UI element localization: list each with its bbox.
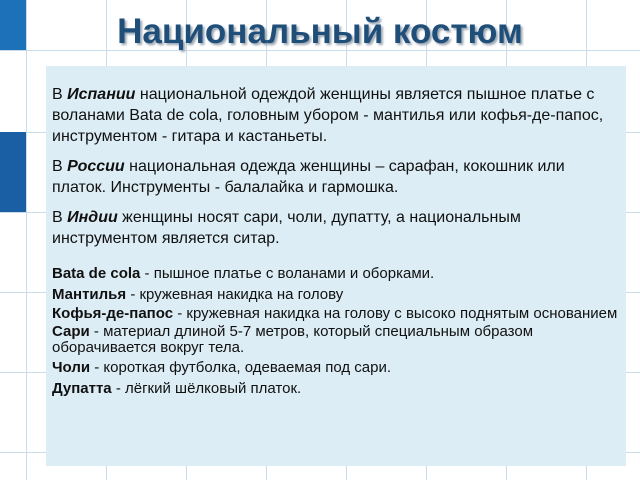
definition-term: Мантилья <box>52 286 127 303</box>
paragraph-prefix: В <box>52 209 68 226</box>
definition-term: Дупатта <box>52 380 112 397</box>
definition-item <box>52 324 622 356</box>
paragraph-prefix: В <box>52 86 68 103</box>
definition-text: - материал длиной 5-7 метров, который специальным образом оборачивается вокруг тела. <box>52 323 534 356</box>
slide-content <box>52 84 622 400</box>
page-title: Национальный костюм <box>117 12 523 51</box>
definition-term: Чоли <box>52 359 91 376</box>
country-name: России <box>67 158 125 175</box>
definition-term: Bata de cola <box>52 265 141 282</box>
paragraph-prefix: В <box>52 158 68 175</box>
country-name: Индии <box>67 209 118 226</box>
definition-text: - короткая футболка, одеваемая под сари. <box>90 359 392 376</box>
grid-line <box>26 0 27 480</box>
definition-item <box>52 285 622 304</box>
paragraph-text: национальная одежда женщины – сарафан, кокошник или платок. Инструменты - балалайка и гармошка. <box>52 158 565 196</box>
paragraph-spain <box>52 84 622 147</box>
paragraph-text: национальной одеждой женщины является пышное платье с воланами Bata de cola, головным убором - мантилья или кофья-де-папос, инструментом - гитара и кастаньеты. <box>52 86 604 145</box>
definition-item <box>52 358 622 377</box>
definition-item <box>52 306 622 322</box>
definition-text: - кружевная накидка на голову с высоко поднятым основанием <box>173 305 618 322</box>
accent-bar <box>0 132 26 212</box>
definition-item <box>52 264 622 283</box>
country-name: Испании <box>67 86 136 103</box>
definition-term: Кофья-де-папос <box>52 305 174 322</box>
definition-text: - пышное платье с воланами и оборками. <box>140 265 435 282</box>
paragraph-russia <box>52 156 622 198</box>
definition-term: Сари <box>52 323 90 340</box>
definition-item <box>52 379 622 398</box>
paragraph-india <box>52 207 622 249</box>
definition-text: - лёгкий шёлковый платок. <box>111 380 302 397</box>
definition-text: - кружевная накидка на голову <box>126 286 344 303</box>
paragraph-text: женщины носят сари, чоли, дупатту, а национальным инструментом является ситар. <box>52 209 521 247</box>
